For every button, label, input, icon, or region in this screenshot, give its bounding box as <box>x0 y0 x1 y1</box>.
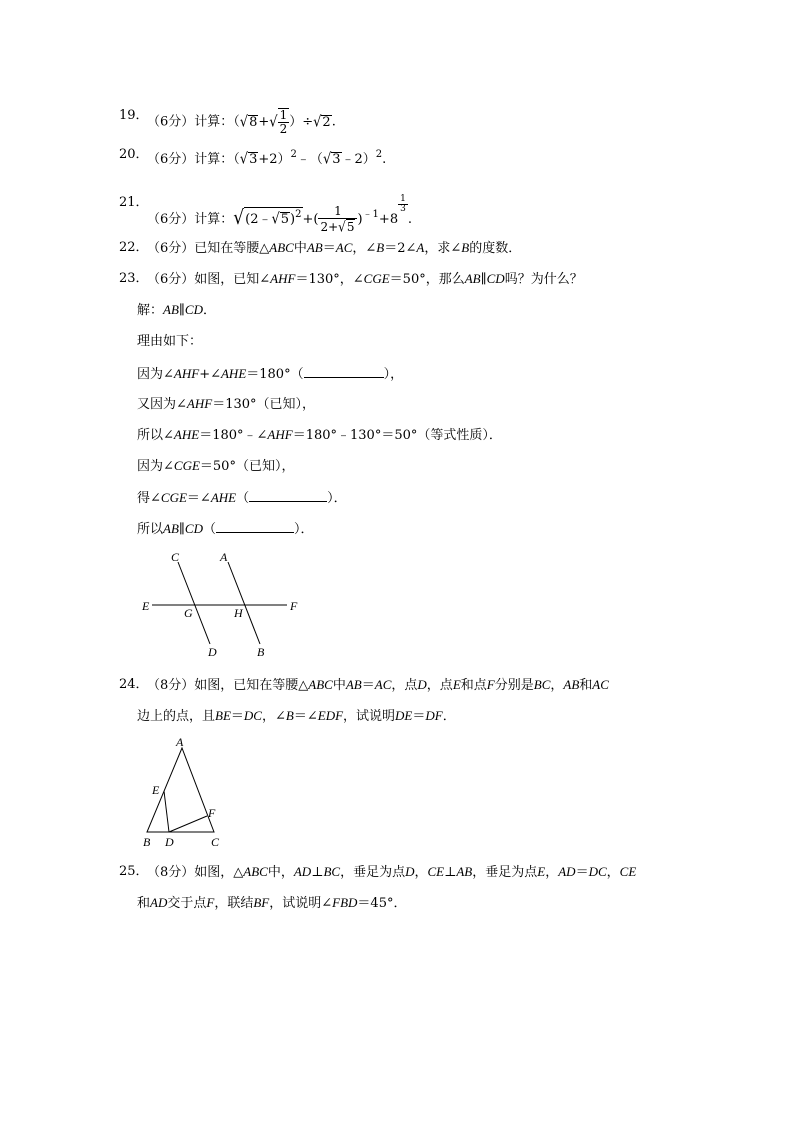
answer-blank[interactable] <box>304 365 384 378</box>
point-label: H <box>234 606 243 620</box>
question-number: 22． <box>119 240 149 255</box>
segment-df <box>169 816 207 832</box>
segment-de <box>164 791 169 832</box>
question-number: 23． <box>119 271 149 286</box>
line-ab <box>228 562 260 644</box>
point-label: E <box>152 783 160 797</box>
point-label: F <box>208 806 216 820</box>
answer-blank[interactable] <box>216 520 294 533</box>
point-label: F <box>290 599 298 613</box>
point-label: D <box>165 835 174 849</box>
point-label: G <box>184 606 193 620</box>
question-number: 25． <box>119 864 149 879</box>
point-label: C <box>171 550 180 564</box>
point-label: D <box>208 645 217 659</box>
line-cd <box>178 562 210 644</box>
point-label: C <box>211 835 220 849</box>
point-label: B <box>257 645 265 659</box>
point-label: A <box>220 550 228 564</box>
fraction: $\frac{1}{2}$ <box>279 108 288 136</box>
isosceles-triangle-figure <box>135 732 235 850</box>
sqrt-sign: √ <box>269 113 278 131</box>
sqrt-sign: √ <box>313 113 322 131</box>
parallel-lines-figure <box>140 548 310 660</box>
question-number: 20． <box>119 147 149 162</box>
point-label: A <box>176 735 184 749</box>
question-number: 19． <box>119 108 149 123</box>
fraction: $\frac{1}{2+√5}$ <box>318 205 357 234</box>
answer-blank[interactable] <box>249 489 327 502</box>
question-number: 24． <box>119 677 149 692</box>
sqrt-sign: √ <box>239 113 249 131</box>
question-score: （6分）计算： <box>147 114 234 130</box>
point-label: E <box>142 599 150 613</box>
question-number: 21． <box>119 195 149 210</box>
point-label: B <box>143 835 151 849</box>
